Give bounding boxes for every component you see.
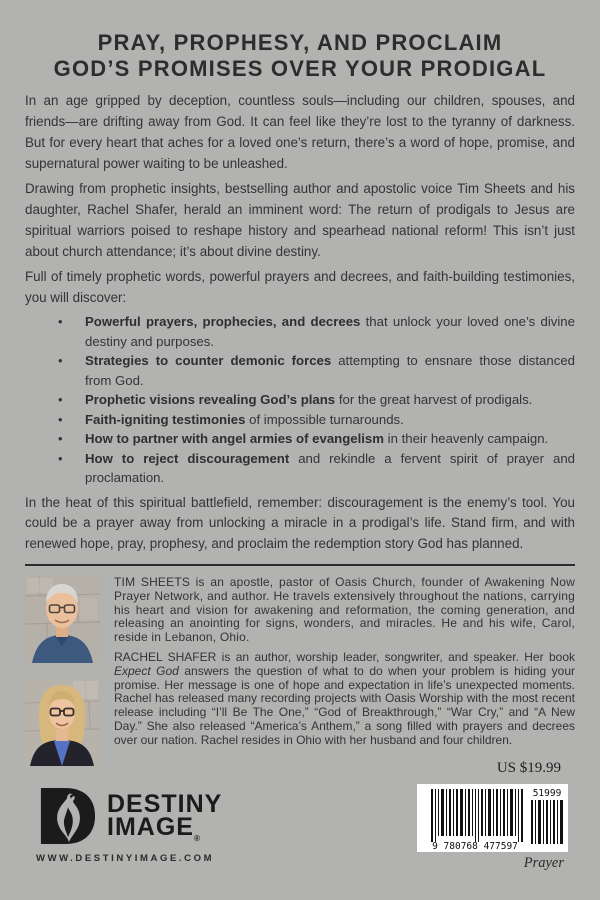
destiny-image-d-icon (38, 786, 96, 846)
bullet-bold-4: Faith-igniting testimonies (85, 411, 246, 427)
bullet-rest-6: and rekindle a fervent spirit of prayer and proclamation. (85, 450, 576, 485)
tim-sheets-bio (114, 576, 575, 645)
category-label: Prayer (523, 855, 564, 871)
intro-paragraph-2: Drawing from prophetic insights, bestselling author and apostolic voice Tim Sheets and his daughter, Rachel Shafer, herald an imminent word: The return of prodigals to Jesus are spiritual warriors poised to reshape history and spearhead national reform! This isn’t just about church attendance; it’s about divine destiny. (25, 181, 575, 259)
intro-paragraph-1: In an age gripped by deception, countless souls—including our children, spouses, and friends—are drifting away from God. It can feel like they’re lost to the tyranny of darkness. But for every heart that aches for a loved one’s return, there’s a word of hope, promise, and supernatural power waiting to be unleashed. (25, 93, 575, 171)
bullet-rest-2: attempting to ensnare those distanced from God. (85, 353, 575, 388)
bullet-rest-4: of impossible turnarounds. (245, 411, 404, 427)
barcode-graphic (417, 784, 568, 852)
bullet-bold-3: Prophetic visions revealing God’s plans (85, 392, 336, 407)
section-divider (25, 564, 575, 566)
barcode-addon-number: 51999 (532, 788, 562, 799)
publisher-name-line2: IMAGE (107, 813, 194, 841)
publisher-logo (38, 786, 222, 850)
bullet-bold-5: How to partner with angel armies of evangelism (85, 431, 384, 446)
rachel-bio-part-2: answers the question of what to do when your problem is hiding your promise. Her message is one of hope and expectation in life’s unexpected moments. Rachel has released many recording projects with Oasis Worship with the most recent release including “I’ll Be The One,” “God of Breakthrough,” “War Cry,” and “A New Day.” She also released “America’s Anthem,” a song filled with prayers and decrees over our nation. Rachel resides in Ohio with her husband and four children. (114, 663, 575, 747)
bullet-bold-1: Powerful prayers, prophecies, and decrees (85, 314, 361, 329)
bullet-rest-1: that unlock your loved one’s divine destiny and purposes. (85, 314, 575, 349)
rachel-bio-part-1: RACHEL SHAFER is an author, worship leader, songwriter, and speaker. Her book (114, 649, 575, 664)
publisher-name (107, 790, 223, 850)
title-line-2: GOD’S PROMISES OVER YOUR PRODIGAL (53, 56, 547, 81)
title-line-1: PRAY, PROPHESY, AND PROCLAIM (97, 30, 503, 55)
price-label: US $19.99 (496, 760, 561, 776)
bullet-item-3 (25, 390, 575, 410)
author-photos-column (25, 576, 100, 766)
bullet-rest-5: in their heavenly campaign. (384, 431, 549, 446)
intro-paragraph-3: Full of timely prophetic words, powerful prayers and decrees, and faith-building testimonies, you will discover: (25, 269, 575, 305)
publisher-website: WWW.DESTINYIMAGE.COM (36, 853, 215, 864)
barcode-number: 9 780768 477597 (432, 841, 518, 852)
bullet-item-4 (25, 410, 575, 430)
author-bios-section (25, 576, 575, 766)
rachel-shafer-bio (114, 651, 575, 748)
bullet-bold-2: Strategies to counter demonic forces (85, 353, 332, 368)
author-bios-column (114, 576, 575, 766)
discover-bullet-list (25, 312, 575, 488)
bullet-item-1 (25, 312, 575, 351)
bullet-item-5 (25, 429, 575, 449)
tim-sheets-bio-text: TIM SHEETS is an apostle, pastor of Oasis Church, founder of Awakening Now Prayer Network, and author. He travels extensively throughout the nations, carrying his heart and vision for awakening and reformation, the coming generation, and releasing an anointing for signs, wonders, and miracles. He and his wife, Carol, reside in Lebanon, Ohio. (114, 575, 575, 645)
bullet-bold-6: How to reject discouragement (85, 450, 290, 466)
tim-sheets-photo (25, 576, 100, 663)
bullet-item-2 (25, 351, 575, 390)
publisher-name-line1: DESTINY (107, 790, 223, 818)
bullet-rest-3: for the great harvest of prodigals. (335, 392, 533, 407)
barcode (417, 784, 568, 852)
registered-mark: ® (193, 834, 200, 843)
rachel-shafer-photo (25, 679, 100, 766)
closing-paragraph: In the heat of this spiritual battlefield, remember: discouragement is the enemy’s tool. You could be a prayer away from unlocking a miracle in a prodigal’s life. Stand firm, and with renewed hope, pray, prophesy, and proclaim the redemption story God has planned. (25, 494, 575, 551)
rachel-book-title: Expect God (114, 663, 179, 678)
bullet-item-6 (25, 449, 575, 488)
page-title (25, 30, 575, 82)
